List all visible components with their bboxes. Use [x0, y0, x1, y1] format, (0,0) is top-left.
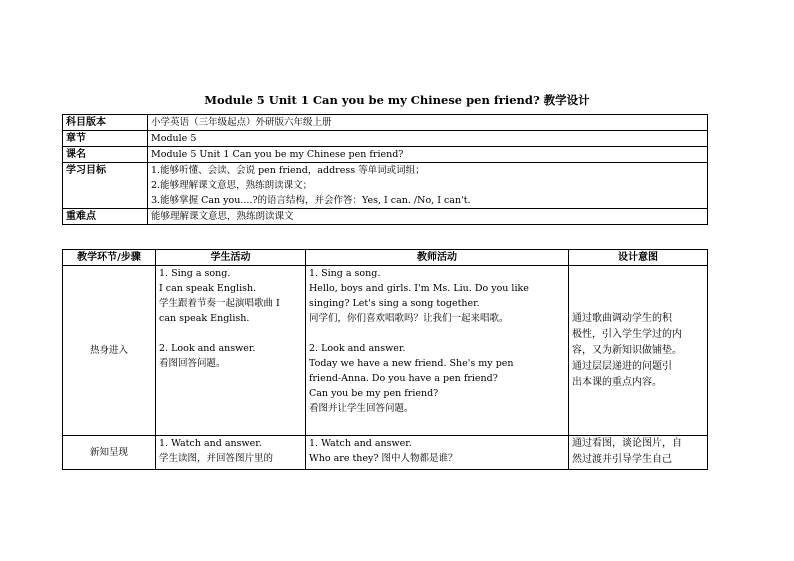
info-row — [63, 115, 708, 131]
student-line — [159, 326, 302, 341]
teacher-line: 1. Sing a song. — [309, 268, 381, 279]
student-line: 学生跟着节奏一起演唱歌曲 I — [159, 298, 280, 309]
teacher-line: singing? Let's sing a song together. — [309, 298, 480, 309]
design-line: 通过层层递进的问题引 — [572, 360, 672, 372]
info-label: 科目版本 — [63, 115, 148, 131]
design-intent — [569, 266, 708, 436]
info-row — [63, 163, 708, 209]
course-info-table — [62, 114, 708, 225]
info-label: 重难点 — [63, 209, 148, 225]
objective-line: 1.能够听懂、会读、会说 pen friend，address 等单词或词组； — [151, 165, 425, 176]
design-line: 通过歌曲调动学生的积 — [572, 312, 672, 324]
teacher-line: Today we have a new friend. She's my pen — [309, 358, 514, 369]
student-line: I can speak English. — [159, 283, 257, 294]
info-row — [63, 131, 708, 147]
info-value: Module 5 — [148, 131, 708, 147]
teacher-line: Can you be my pen friend? — [309, 388, 439, 399]
plan-row — [63, 266, 708, 436]
info-label: 课名 — [63, 147, 148, 163]
objective-line: 2.能够理解课文意思，熟练朗读课文； — [151, 180, 313, 191]
teacher-line: 同学们，你们喜欢唱歌吗？让我们一起来唱歌。 — [309, 313, 509, 324]
teacher-line: 看图并让学生回答问题。 — [309, 403, 414, 414]
teacher-line: 1. Watch and answer. — [309, 438, 412, 449]
teacher-line: 2. Look and answer. — [309, 343, 406, 354]
step-name: 新知呈现 — [63, 436, 156, 470]
teacher-activity — [306, 436, 569, 470]
teacher-activity — [306, 266, 569, 436]
info-value: Module 5 Unit 1 Can you be my Chinese pen friend? — [148, 147, 708, 163]
student-line: 1. Sing a song. — [159, 268, 231, 279]
info-value: 能够理解课文意思，熟练朗读课文 — [148, 209, 708, 225]
student-activity — [156, 266, 306, 436]
student-line: 2. Look and answer. — [159, 343, 256, 354]
student-line: 1. Watch and answer. — [159, 438, 262, 449]
design-line: 然过渡并引导学生自己 — [572, 454, 672, 465]
teacher-line — [309, 326, 565, 341]
header-teacher: 教师活动 — [306, 250, 569, 266]
info-label: 章节 — [63, 131, 148, 147]
info-row — [63, 209, 708, 225]
design-line: 通过看图，谈论图片，自 — [572, 438, 682, 449]
info-row — [63, 147, 708, 163]
student-line: 学生读图，并回答图片里的 — [159, 453, 274, 464]
teacher-line: Hello, boys and girls. I'm Ms. Liu. Do you like — [309, 283, 529, 294]
student-line: 看图回答问题。 — [159, 358, 226, 369]
objective-line: 3.能够掌握 Can you....?的语言结构，并会作答：Yes, I can. /No, I can't. — [151, 195, 471, 206]
header-step: 教学环节/步骤 — [63, 250, 156, 266]
info-label: 学习目标 — [63, 163, 148, 209]
plan-row — [63, 436, 708, 470]
student-line: can speak English. — [159, 313, 250, 324]
design-intent — [569, 436, 708, 470]
teacher-line: friend-Anna. Do you have a pen friend? — [309, 373, 498, 384]
header-student: 学生活动 — [156, 250, 306, 266]
lesson-plan-table — [62, 249, 708, 470]
learning-objectives — [148, 163, 708, 209]
info-value: 小学英语（三年级起点）外研版六年级上册 — [148, 115, 708, 131]
document-title: Module 5 Unit 1 Can you be my Chinese pen friend? 教学设计 — [204, 93, 590, 107]
design-line: 极性，引入学生学过的内 — [572, 328, 682, 340]
teacher-line: Who are they? 图中人物都是谁？ — [309, 453, 458, 464]
header-design: 设计意图 — [569, 250, 708, 266]
design-line: 容，又为新知识做铺垫。 — [572, 344, 682, 356]
student-activity — [156, 436, 306, 470]
design-line: 出本课的重点内容。 — [572, 376, 662, 388]
plan-header-row — [63, 250, 708, 266]
step-name: 热身进入 — [63, 266, 156, 436]
